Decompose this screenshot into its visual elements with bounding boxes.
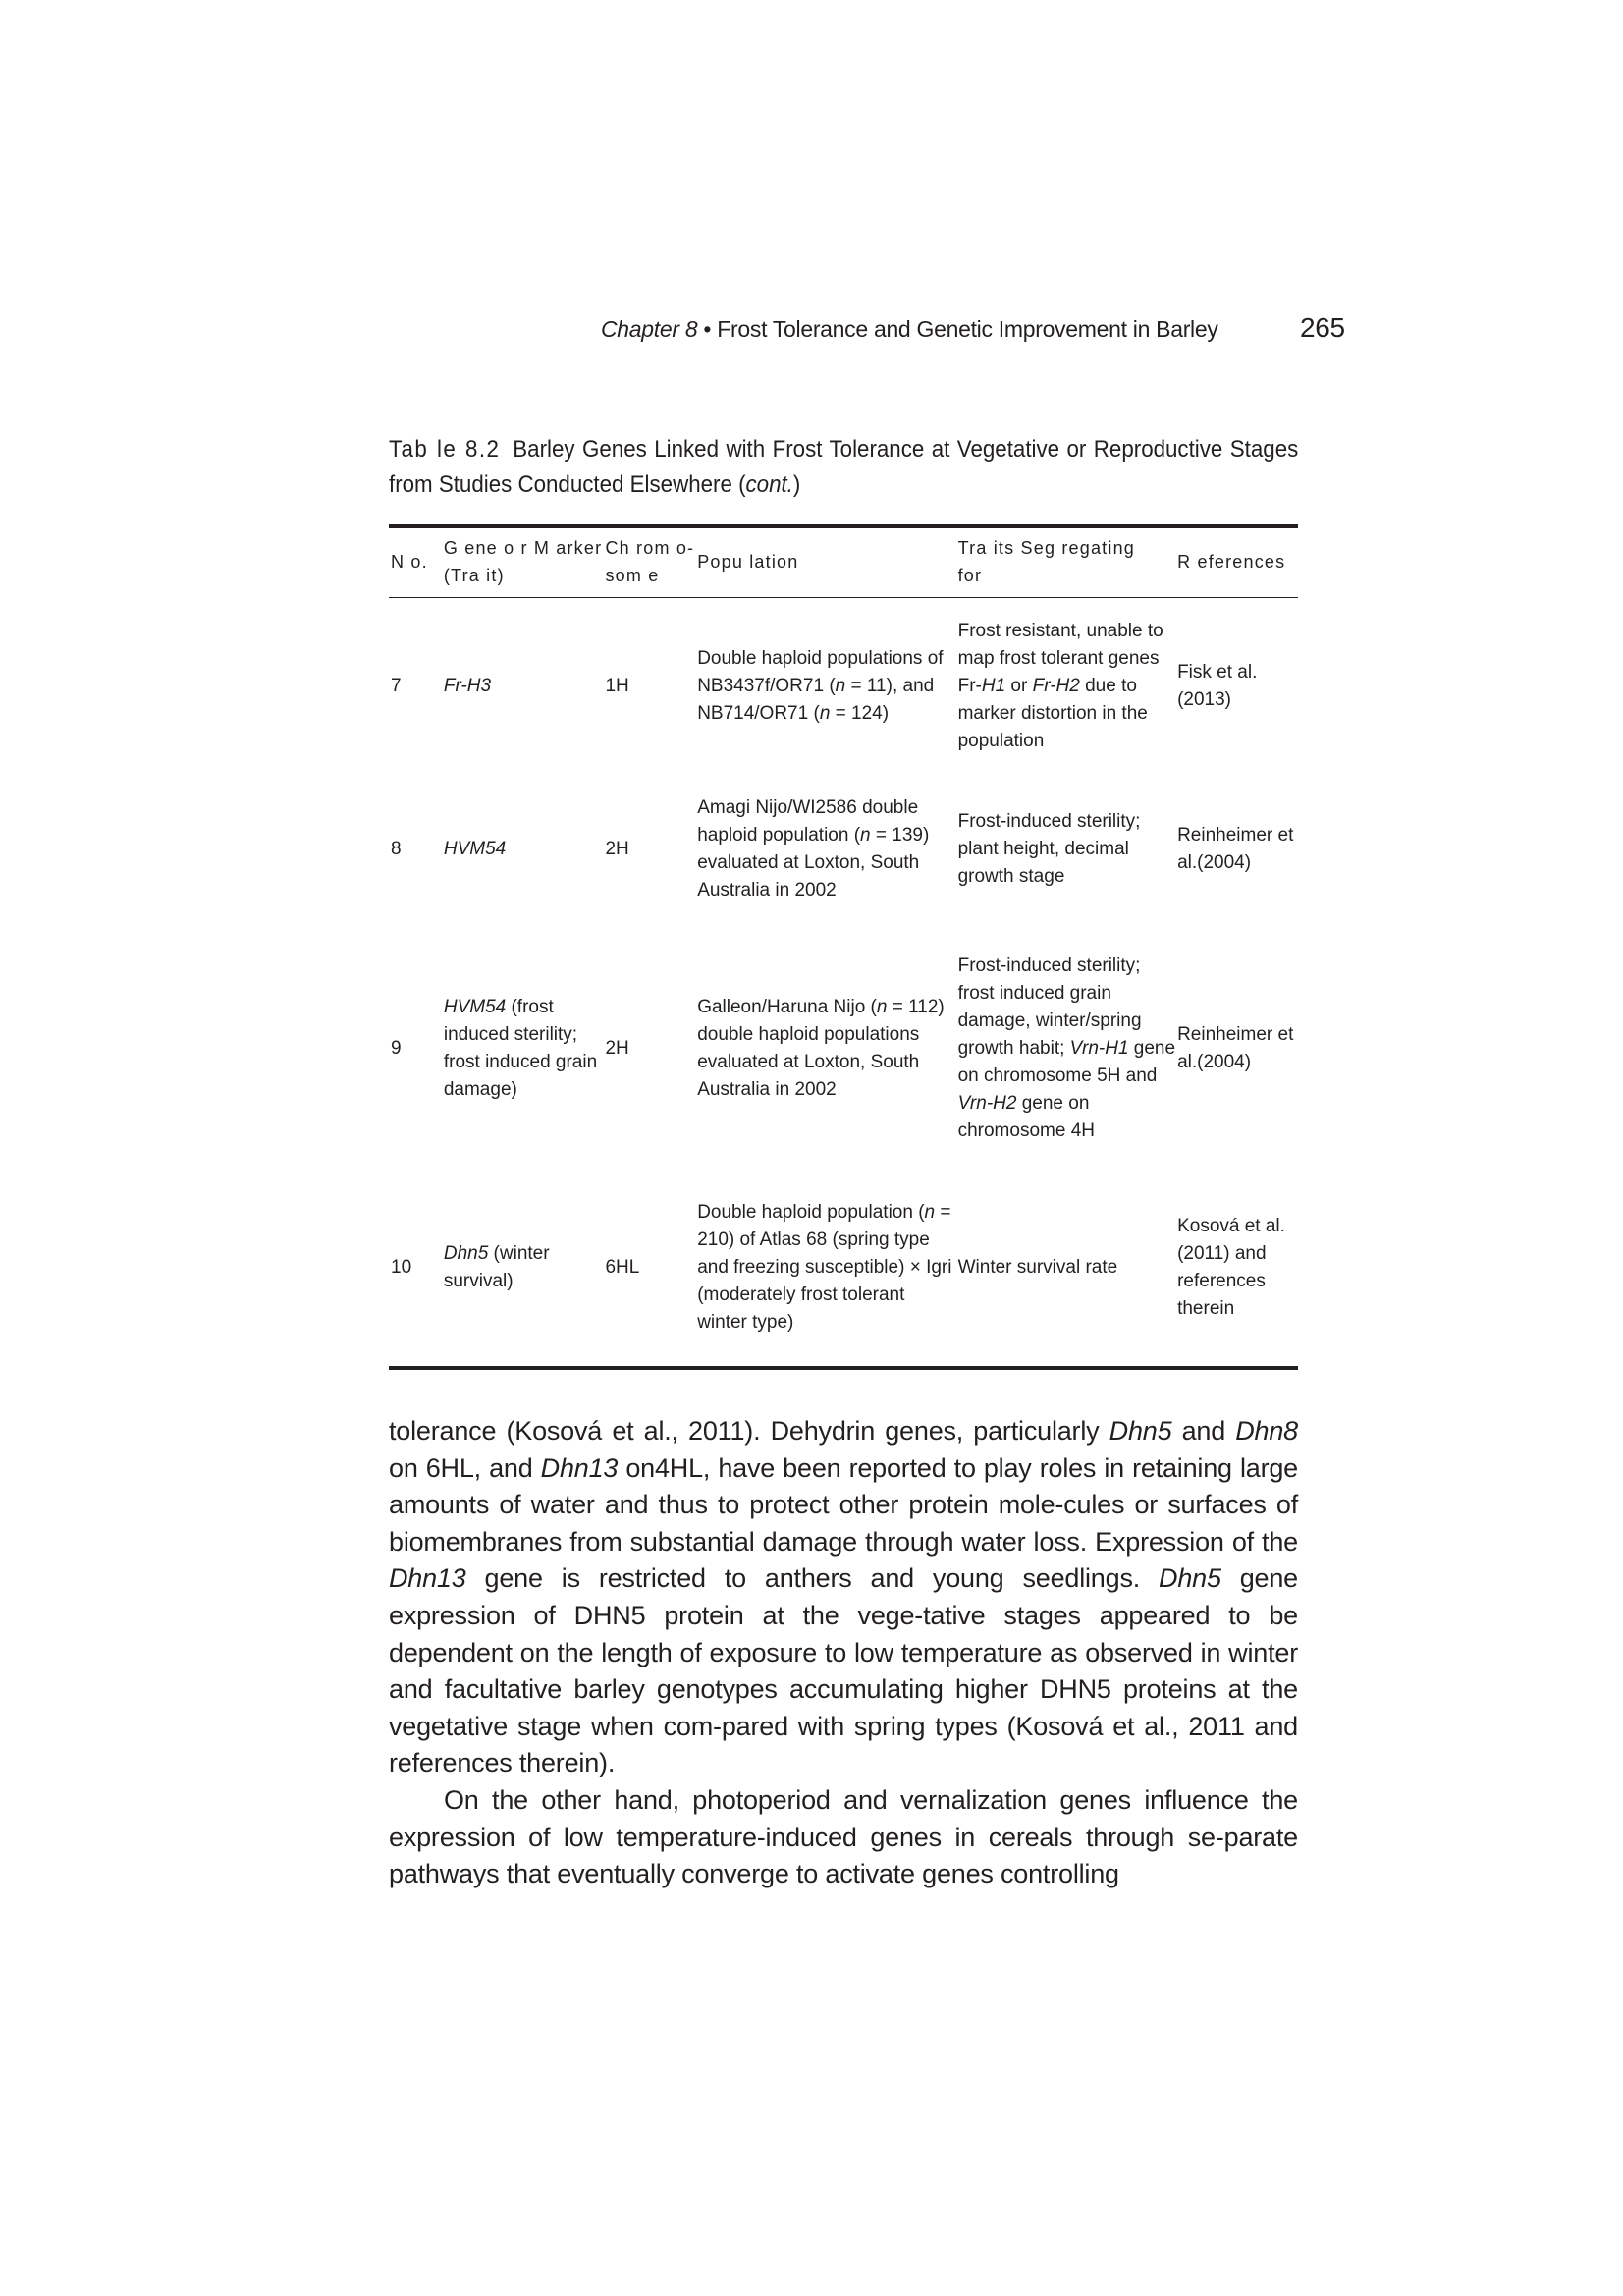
body-paragraph: tolerance (Kosová et al., 2011). Dehydrin genes, particularly Dhn5 and Dhn8 on 6HL, and Dhn13 on4HL, have been reported to play roles in retaining large amounts of water and thus to protect other protein mole-cules or surfaces of biomembranes from substantial damage through water loss. Expression of the Dhn13 gene is restricted to anthers and young seedlings. Dhn5 gene expression of DHN5 protein at the vege-tative stages appeared to be dependent on the length of exposure to low temperature as observed in winter and facultative barley genotypes accumulating higher DHN5 proteins at the vegetative stage when com-pared with spring types (Kosová et al., 2011 and references therein). <box>389 1416 1298 1778</box>
body-paragraph: On the other hand, photoperiod and vernalization genes influence the expression of low temperature-induced genes in cereals through se-parate pathways that eventually converge to activate genes controlling <box>389 1784 1298 1889</box>
gene-table <box>389 524 1298 1370</box>
cell-no: 7 <box>391 676 402 696</box>
cell-references: Reinheimer et al.(2004) <box>1177 825 1294 873</box>
header-references: R eferences <box>1177 552 1286 572</box>
chapter-label: Chapter 8 <box>601 316 698 342</box>
cell-traits: Frost-induced sterility; plant height, decimal growth stage <box>957 811 1141 887</box>
table-row <box>389 771 1298 928</box>
cell-gene: Dhn5 (winter survival) <box>443 1243 550 1291</box>
cell-chromosome: 1H <box>605 676 629 696</box>
bullet-icon: • <box>703 316 712 342</box>
cell-references: Reinheimer et al.(2004) <box>1177 1024 1294 1072</box>
cell-population: Galleon/Haruna Nijo (n = 112) double haploid populations evaluated at Loxton, South Australia in 2002 <box>697 997 945 1100</box>
cell-population: Double haploid populations of NB3437f/OR71 (n = 11), and NB714/OR71 (n = 124) <box>697 648 944 724</box>
cell-population: Double haploid population (n = 210) of Atlas 68 (spring type and freezing susceptible) × Igri (moderately frost tolerant winter type) <box>697 1202 952 1333</box>
cell-gene: HVM54 <box>443 839 507 859</box>
cell-traits: Winter survival rate <box>957 1257 1118 1278</box>
cell-chromosome: 2H <box>605 1038 629 1059</box>
cell-chromosome: 2H <box>605 839 629 859</box>
header-chromosome: Ch rom o- som e <box>605 538 695 585</box>
header-gene: G ene o r M arker (Tra it) <box>443 538 603 585</box>
cell-traits: Frost resistant, unable to map frost tolerant genes Fr-H1 or Fr-H2 due to marker distortion in the population <box>957 621 1163 751</box>
header-population: Popu lation <box>697 552 799 572</box>
table-label: Tab le 8.2 <box>389 436 501 463</box>
table-row <box>389 1170 1298 1368</box>
table-row <box>389 598 1298 772</box>
body-text <box>389 1413 1298 1893</box>
header-no: N o. <box>391 552 428 572</box>
cell-traits: Frost-induced sterility; frost induced grain damage, winter/spring growth habit; Vrn-H1 gene on chromosome 5H and Vrn-H2 gene on chromosome 4H <box>957 956 1176 1141</box>
cell-population: Amagi Nijo/WI2586 double haploid population (n = 139) evaluated at Loxton, South Australia in 2002 <box>697 797 930 901</box>
cell-references: Fisk et al. (2013) <box>1177 662 1258 710</box>
table-caption <box>389 432 1298 503</box>
cell-gene: HVM54 (frost induced sterility; frost induced grain damage) <box>443 997 598 1100</box>
running-head <box>601 312 1347 343</box>
cell-no: 8 <box>391 839 402 859</box>
cell-references: Kosová et al. (2011) and references therein <box>1177 1216 1285 1319</box>
cell-no: 9 <box>391 1038 402 1059</box>
chapter-title: Frost Tolerance and Genetic Improvement in Barley <box>717 316 1218 342</box>
cell-no: 10 <box>391 1257 412 1278</box>
table-row <box>389 928 1298 1170</box>
cell-gene: Fr-H3 <box>443 676 492 696</box>
table-header-row <box>389 526 1298 598</box>
table-caption-text: Barley Genes Linked with Frost Tolerance at Vegetative or Reproductive Stages from Studies Conducted Elsewhere (cont.) <box>389 436 1299 498</box>
page-number: 265 <box>1300 312 1345 343</box>
cell-chromosome: 6HL <box>605 1257 640 1278</box>
header-traits: Tra its Seg regating for <box>957 538 1136 585</box>
